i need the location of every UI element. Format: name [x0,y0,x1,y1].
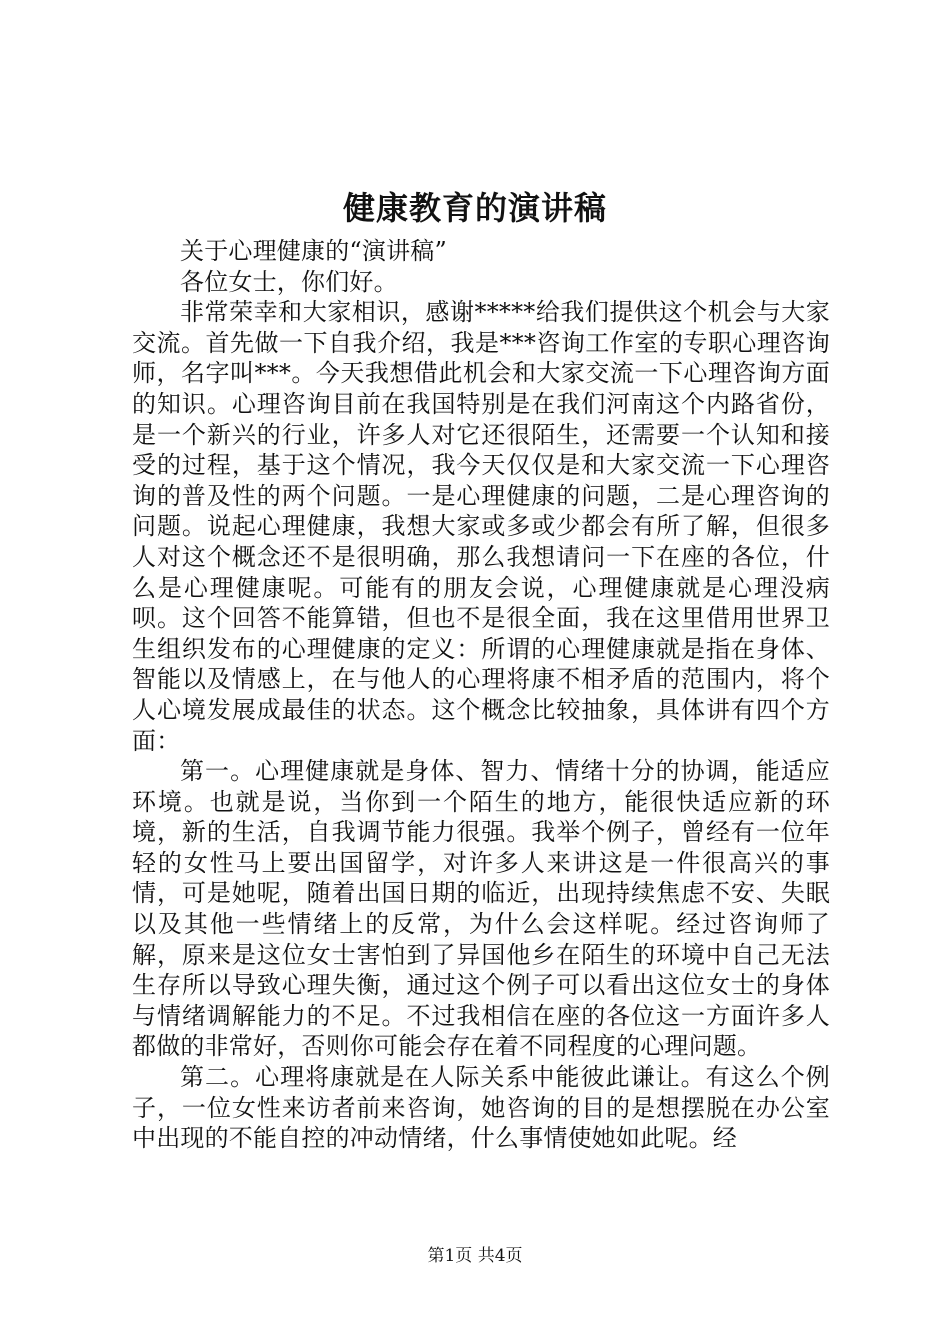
paragraph-introduction: 非常荣幸和大家相识，感谢*****给我们提供这个机会与大家交流。首先做一下自我介绍，我是***咨询工作室的专职心理咨询师，名字叫***。今天我想借此机会和大家交流一下心理咨询方面的知识。心理咨询目前在我国特别是在我们河南这个内路省份，是一个新兴的行业，许多人对它还很陌生，还需要一个认知和接受的过程，基于这个情况，我今天仅仅是和大家交流一下心理咨询的普及性的两个问题。一是心理健康的问题，二是心理咨询的问题。说起心理健康，我想大家或多或少都会有所了解，但很多人对这个概念还不是很明确，那么我想请问一下在座的各位，什么是心理健康呢。可能有的朋友会说，心理健康就是心理没病呗。这个回答不能算错，但也不是很全面，我在这里借用世界卫生组织发布的心理健康的定义：所谓的心理健康就是指在身体、智能以及情感上，在与他人的心理将康不相矛盾的范围内，将个人心境发展成最佳的状态。这个概念比较抽象，具体讲有四个方面： [132,298,830,755]
document-body [132,236,830,1154]
document-title: 健康教育的演讲稿 [342,189,607,227]
paragraph-greeting: 各位女士，你们好。 [180,267,398,296]
page-footer: 第1页 共4页 [427,1246,523,1266]
paragraph-point-two: 第二。心理将康就是在人际关系中能彼此谦让。有这么个例子，一位女性来访者前来咨询，她咨询的目的是想摆脱在办公室中出现的不能自控的冲动情绪，什么事情使她如此呢。经 [132,1063,830,1153]
paragraph-point-one: 第一。心理健康就是身体、智力、情绪十分的协调，能适应环境。也就是说，当你到一个陌生的地方，能很快适应新的环境，新的生活，自我调节能力很强。我举个例子，曾经有一位年轻的女性马上要出国留学，对许多人来讲这是一件很高兴的事情，可是她呢，随着出国日期的临近，出现持续焦虑不安、失眠以及其他一些情绪上的反常，为什么会这样呢。经过咨询师了解，原来是这位女士害怕到了异国他乡在陌生的环境中自己无法生存所以导致心理失衡，通过这个例子可以看出这位女士的身体与情绪调解能力的不足。不过我相信在座的各位这一方面许多人都做的非常好，否则你可能会存在着不同程度的心理问题。 [132,757,830,1061]
paragraph-subtitle: 关于心理健康的“演讲稿” [180,237,447,265]
